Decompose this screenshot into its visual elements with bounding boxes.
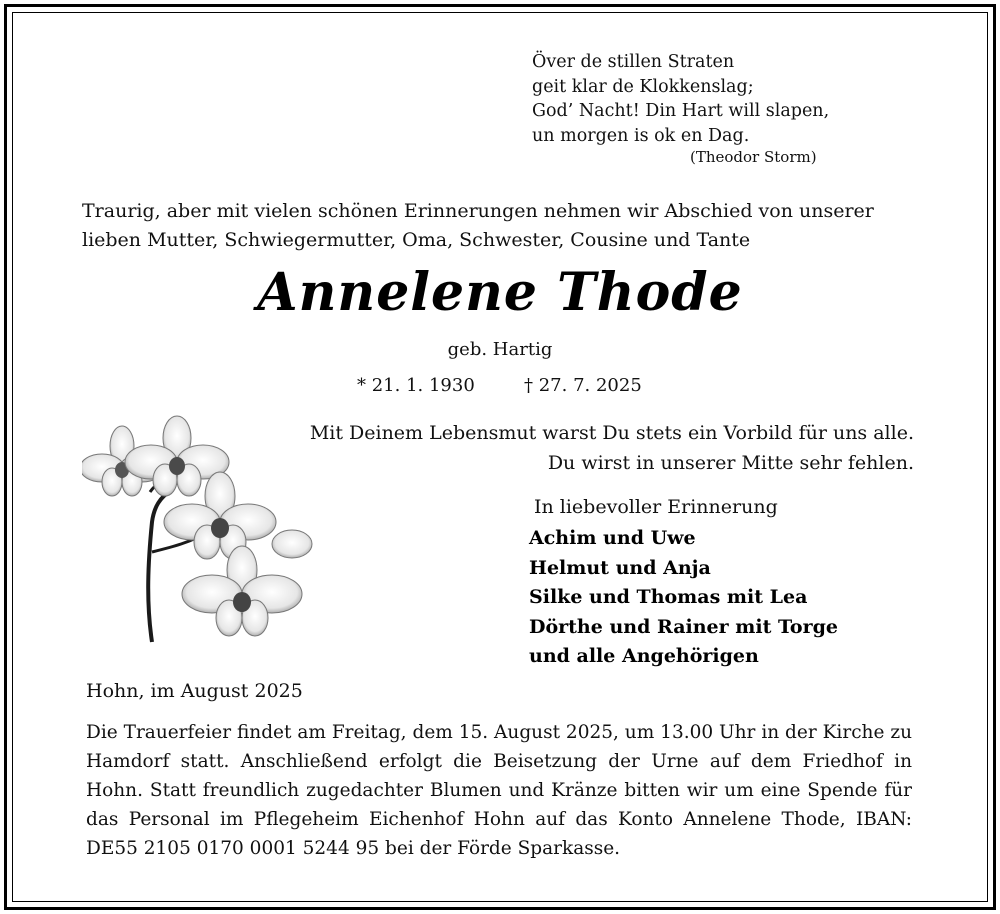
intro-line-2: lieben Mutter, Schwiegermutter, Oma, Schwester, Cousine und Tante: [82, 229, 751, 251]
poem-line: Över de stillen Straten: [532, 52, 735, 72]
mourner-name: Silke und Thomas mit Lea: [529, 586, 808, 608]
deceased-name: Annelene Thode: [257, 262, 743, 323]
intro-text: [82, 197, 874, 255]
poem-line: geit klar de Klokkenslag;: [532, 76, 754, 97]
mourner-name: Dörthe und Rainer mit Torge: [529, 615, 838, 638]
funeral-details: Die Trauerfeier findet am Freitag, dem 15. August 2025, um 13.00 Uhr in der Kirche zu Hamdorf statt. Anschließend erfolgt die Beisetzung der Urne auf dem Friedhof in Hohn. Statt freundlich zugedachter Blumen und Kränze bitten wir um eine Spende für das Personal im Pflegeheim Eichenhof Hohn auf das Konto Annelene Thode, IBAN: DE55 2105 0170 0001 5244 95 bei der Förde Sparkasse.: [86, 722, 912, 859]
poem-line: God’ Nacht! Din Hart will slapen,: [532, 101, 830, 121]
death-date: † 27. 7. 2025: [524, 375, 642, 396]
motto-line-2: Du wirst in unserer Mitte sehr fehlen.: [547, 452, 914, 474]
poem: [532, 50, 829, 148]
poem-author: (Theodor Storm): [690, 148, 817, 166]
motto: [310, 418, 914, 478]
intro-line-1: Traurig, aber mit vielen schönen Erinnerungen nehmen wir Abschied von unserer: [82, 200, 874, 222]
mourner-name: Achim und Uwe: [529, 527, 696, 549]
mourners-list: [529, 524, 838, 672]
mourner-name: und alle Angehörigen: [529, 645, 759, 667]
maiden-name: geb. Hartig: [447, 339, 553, 360]
motto-line-1: Mit Deinem Lebensmut warst Du stets ein Vorbild für uns alle.: [309, 422, 914, 444]
mourners-intro: In liebevoller Erinnerung: [534, 496, 778, 518]
birth-date: * 21. 1. 1930: [357, 375, 475, 396]
mourner-name: Helmut und Anja: [529, 556, 711, 579]
poem-line: un morgen is ok en Dag.: [532, 125, 750, 146]
orchid-flower-icon: [82, 412, 322, 652]
place-date: Hohn, im August 2025: [86, 680, 303, 702]
